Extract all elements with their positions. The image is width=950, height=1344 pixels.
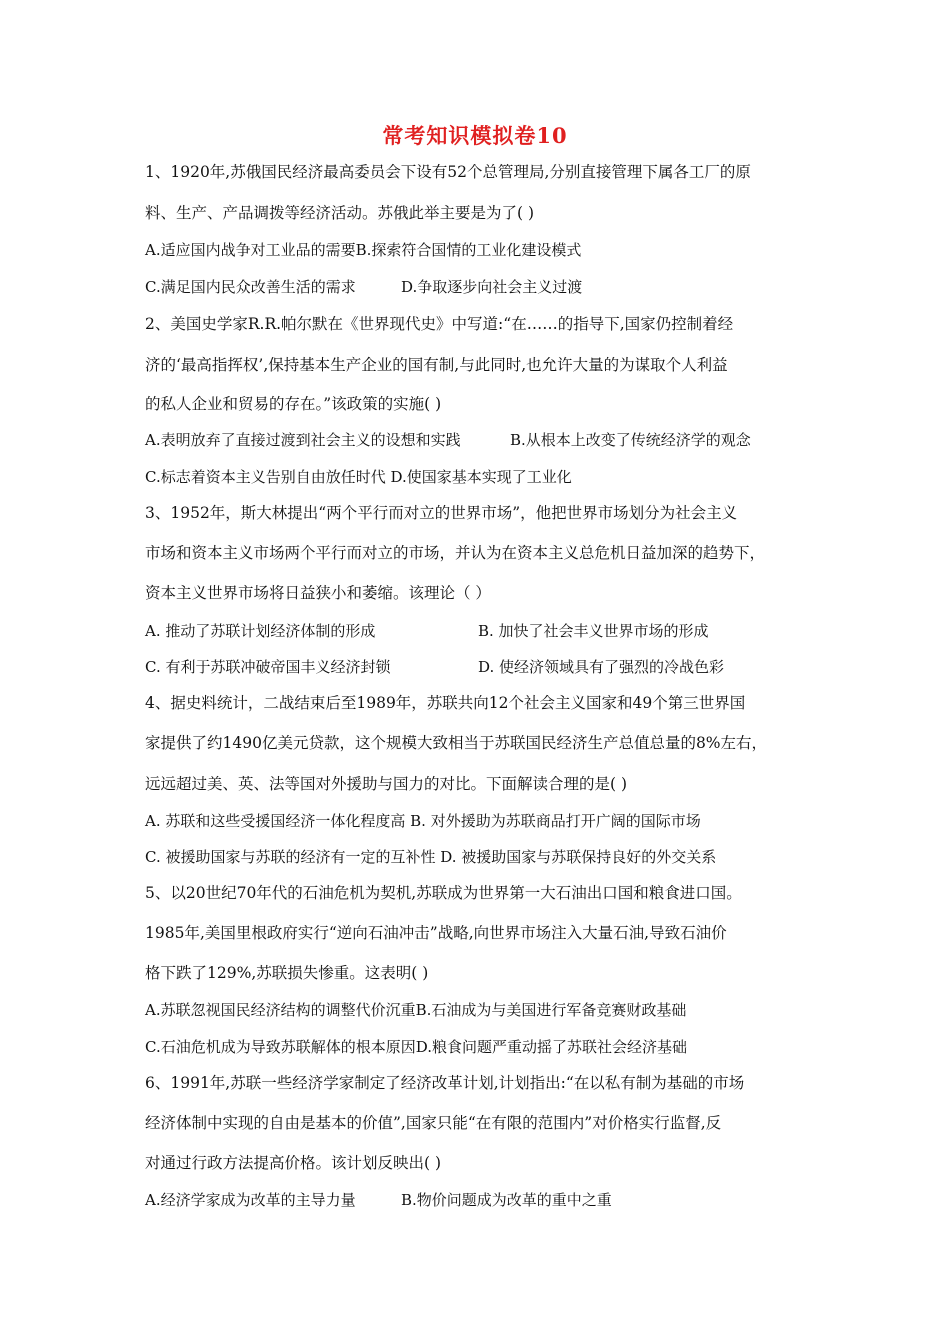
q4-option-cd: C. 被援助国家与苏联的经济有一定的互补性 D. 被援助国家与苏联保持良好的外交关系 [145,848,717,866]
q3-stem-line-1: 3、1952年，斯大林提出“两个平行而对立的世界市场”，他把世界市场划分为社会主义 [145,504,738,522]
q4-stem-line-1: 4、据史料统计，二战结束后至1989年，苏联共向12个社会主义国家和49个第三世界国 [145,694,746,712]
q5-stem-line-1: 5、以20世纪70年代的石油危机为契机,苏联成为世界第一大石油出口国和粮食进口国。 [145,884,742,902]
q2-option-a: A.表明放弃了直接过渡到社会主义的设想和实践 [145,431,461,449]
q5-stem-line-2: 1985年,美国里根政府实行“逆向石油冲击”战略,向世界市场注入大量石油,导致石油价 [145,924,727,942]
q1-option-d: D.争取逐步向社会主义过渡 [401,278,583,296]
q1-option-c: C.满足国内民众改善生活的需求 [145,278,356,296]
q3-stem-line-3: 资本主义世界市场将日益狭小和萎缩。该理论（ ） [145,584,491,602]
q5-option-ab: A.苏联忽视国民经济结构的调整代价沉重B.石油成为与美国进行军备竞赛财政基础 [145,1001,687,1019]
q5-option-cd: C.石油危机成为导致苏联解体的根本原因D.粮食问题严重动摇了苏联社会经济基础 [145,1038,687,1056]
q2-stem-line-3: 的私人企业和贸易的存在。”该政策的实施( ) [145,395,442,413]
q3-option-d: D. 使经济领域具有了强烈的冷战色彩 [478,658,725,676]
q3-option-c: C. 有利于苏联冲破帝国丰义经济封锁 [145,658,391,676]
q3-option-a: A. 推动了苏联计划经济体制的形成 [145,622,376,640]
q4-option-ab: A. 苏联和这些受援国经济一体化程度高 B. 对外援助为苏联商品打开广阔的国际市场 [145,812,701,830]
q4-stem-line-3: 远远超过美、英、法等国对外援助与国力的对比。下面解读合理的是( ) [145,775,628,793]
q2-stem-line-2: 济的‘最高指挥权’,保持基本生产企业的国有制,与此同时,也允许大量的为谋取个人利益 [145,356,728,374]
page-title: 常考知识模拟卷10 [382,123,568,148]
q6-option-a: A.经济学家成为改革的主导力量 [145,1191,356,1209]
q3-stem-line-2: 市场和资本主义市场两个平行而对立的市场，并认为在资本主义总危机日益加深的趋势下， [145,544,766,562]
q1-stem-line-1: 1、1920年,苏俄国民经济最高委员会下设有52个总管理局,分别直接管理下属各工厂的原 [145,163,751,181]
q2-stem-line-1: 2、美国史学家R.R.帕尔默在《世界现代史》中写道:“在……的指导下,国家仍控制着经 [145,315,734,333]
q6-option-b: B.物价问题成为改革的重中之重 [401,1191,612,1209]
q1-stem-line-2: 料、生产、产品调拨等经济活动。苏俄此举主要是为了( ) [145,204,535,222]
q2-option-cd: C.标志着资本主义告别自由放任时代 D.使国家基本实现了工业化 [145,468,572,486]
q6-stem-line-2: 经济体制中实现的自由是基本的价值”,国家只能“在有限的范围内”对价格实行监督,反 [145,1114,722,1132]
q6-stem-line-3: 对通过行政方法提高价格。该计划反映出( ) [145,1154,442,1172]
q4-stem-line-2: 家提供了约1490亿美元贷款，这个规模大致相当于苏联国民经济生产总值总量的8%左右， [145,734,768,752]
q5-stem-line-3: 格下跌了129%,苏联损失惨重。这表明( ) [145,964,429,982]
q3-option-b: B. 加快了社会丰义世界市场的形成 [478,622,709,640]
q6-stem-line-1: 6、1991年,苏联一些经济学家制定了经济改革计划,计划指出:“在以私有制为基础的市场 [145,1074,745,1092]
q2-option-b: B.从根本上改变了传统经济学的观念 [510,431,751,449]
q1-option-ab: A.适应国内战争对工业品的需要B.探索符合国情的工业化建设模式 [145,241,582,259]
